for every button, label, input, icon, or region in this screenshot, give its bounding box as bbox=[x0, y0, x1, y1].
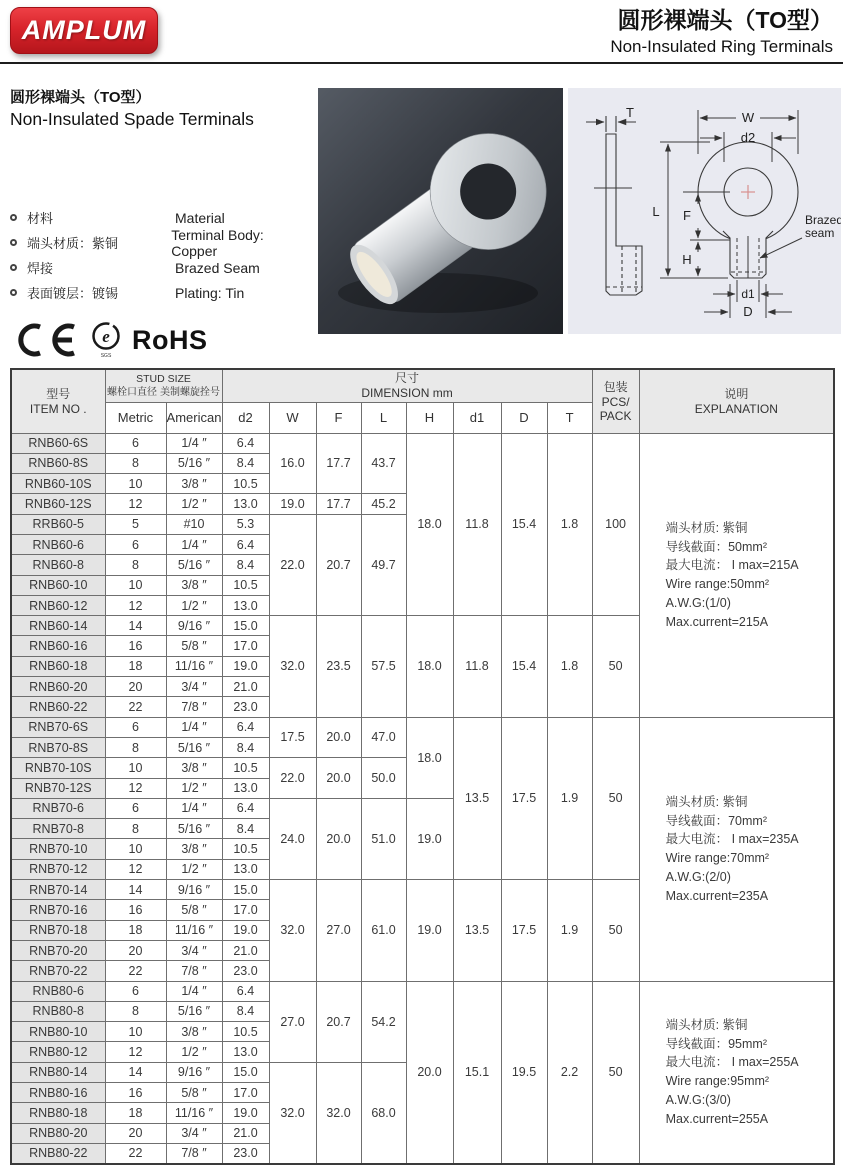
metric-cell: 6 bbox=[105, 798, 166, 818]
w-cell: 19.0 bbox=[269, 494, 316, 514]
metric-cell: 22 bbox=[105, 697, 166, 717]
w-cell: 32.0 bbox=[269, 880, 316, 981]
metric-cell: 16 bbox=[105, 1083, 166, 1103]
american-cell: 7/8 ″ bbox=[166, 1143, 222, 1163]
american-cell: 5/8 ″ bbox=[166, 1083, 222, 1103]
l-cell: 54.2 bbox=[361, 981, 406, 1062]
item-no-cell: RNB70-8 bbox=[11, 819, 105, 839]
metric-cell: 16 bbox=[105, 900, 166, 920]
metric-cell: 12 bbox=[105, 859, 166, 879]
h-cell: 20.0 bbox=[406, 981, 453, 1164]
american-cell: 5/8 ″ bbox=[166, 636, 222, 656]
l-cell: 51.0 bbox=[361, 798, 406, 879]
d2-cell: 8.4 bbox=[222, 1001, 269, 1021]
stud-american-zh: 美制螺旋拴号 bbox=[160, 387, 220, 399]
l-cell: 50.0 bbox=[361, 758, 406, 799]
american-cell: 5/16 ″ bbox=[166, 737, 222, 757]
l-cell: 43.7 bbox=[361, 433, 406, 494]
american-cell: 1/2 ″ bbox=[166, 859, 222, 879]
f-cell: 27.0 bbox=[316, 880, 361, 981]
d2-cell: 6.4 bbox=[222, 433, 269, 453]
page-title bbox=[610, 5, 833, 59]
item-no-cell: RNB60-16 bbox=[11, 636, 105, 656]
specification-table bbox=[10, 368, 835, 1165]
col-header-stud-size bbox=[105, 369, 222, 402]
table-row bbox=[11, 981, 834, 1001]
american-cell: 1/2 ″ bbox=[166, 1042, 222, 1062]
d-cell: 17.5 bbox=[501, 717, 547, 879]
metric-cell: 18 bbox=[105, 1103, 166, 1123]
metric-cell: 12 bbox=[105, 494, 166, 514]
american-cell: 3/4 ″ bbox=[166, 677, 222, 697]
metric-cell: 12 bbox=[105, 595, 166, 615]
col-header-d2: d2 bbox=[222, 402, 269, 433]
american-cell: 3/4 ″ bbox=[166, 1123, 222, 1143]
d2-cell: 8.4 bbox=[222, 819, 269, 839]
explanation-zh: 说明 bbox=[724, 386, 749, 401]
explanation-cell: 端头材质: 紫铜 导线截面：50mm² 最大电流： I max=215A Wire range:50mm² A.W.G:(1/0) Max.current=215A bbox=[639, 433, 834, 717]
american-cell: 5/16 ″ bbox=[166, 555, 222, 575]
item-no-cell: RNB70-22 bbox=[11, 961, 105, 981]
american-cell: 11/16 ″ bbox=[166, 920, 222, 940]
col-header-d: D bbox=[501, 402, 547, 433]
t-cell: 2.2 bbox=[547, 981, 592, 1164]
d2-cell: 19.0 bbox=[222, 656, 269, 676]
american-cell: 5/16 ″ bbox=[166, 819, 222, 839]
american-cell: 1/4 ″ bbox=[166, 717, 222, 737]
american-cell: 1/4 ″ bbox=[166, 433, 222, 453]
american-cell: 3/4 ″ bbox=[166, 940, 222, 960]
dim-label-l: L bbox=[652, 204, 660, 219]
metric-cell: 6 bbox=[105, 981, 166, 1001]
american-cell: 9/16 ″ bbox=[166, 616, 222, 636]
e-mark-icon bbox=[89, 321, 123, 359]
col-header-d1: d1 bbox=[453, 402, 501, 433]
d1-cell: 15.1 bbox=[453, 981, 501, 1164]
american-cell: 3/8 ″ bbox=[166, 839, 222, 859]
w-cell: 27.0 bbox=[269, 981, 316, 1062]
item-no-cell: RNB60-6S bbox=[11, 433, 105, 453]
item-no-cell: RNB70-8S bbox=[11, 737, 105, 757]
metric-cell: 22 bbox=[105, 961, 166, 981]
t-cell: 1.8 bbox=[547, 616, 592, 717]
item-no-cell: RNB60-12 bbox=[11, 595, 105, 615]
explanation-cell: 端头材质: 紫铜 导线截面：70mm² 最大电流： I max=235A Wire range:70mm² A.W.G:(2/0) Max.current=235A bbox=[639, 717, 834, 981]
intro-heading-en: Non-Insulated Spade Terminals bbox=[10, 109, 254, 129]
dim-label-t: T bbox=[626, 105, 634, 120]
page-title-zh: 圆形裸端头（TO型） bbox=[617, 7, 833, 33]
item-no-cell: RNB60-10 bbox=[11, 575, 105, 595]
d2-cell: 10.5 bbox=[222, 839, 269, 859]
d2-cell: 17.0 bbox=[222, 636, 269, 656]
h-cell: 18.0 bbox=[406, 616, 453, 717]
d2-cell: 13.0 bbox=[222, 494, 269, 514]
sgs-label: SGS bbox=[100, 353, 112, 359]
l-cell: 49.7 bbox=[361, 514, 406, 615]
american-cell: 9/16 ″ bbox=[166, 1062, 222, 1082]
d1-cell: 11.8 bbox=[453, 616, 501, 717]
item-no-cell: RNB70-12 bbox=[11, 859, 105, 879]
american-cell: 1/2 ″ bbox=[166, 778, 222, 798]
d2-cell: 6.4 bbox=[222, 534, 269, 554]
metric-cell: 6 bbox=[105, 433, 166, 453]
item-no-cell: RNB80-12 bbox=[11, 1042, 105, 1062]
item-no-cell: RNB70-16 bbox=[11, 900, 105, 920]
brand-logo-text: AMPLUM bbox=[21, 15, 147, 45]
metric-cell: 20 bbox=[105, 940, 166, 960]
bullet-icon bbox=[10, 214, 17, 221]
terminal-table-body bbox=[11, 433, 834, 1164]
metric-cell: 12 bbox=[105, 1042, 166, 1062]
metric-cell: 8 bbox=[105, 555, 166, 575]
d2-cell: 21.0 bbox=[222, 677, 269, 697]
d2-cell: 19.0 bbox=[222, 920, 269, 940]
dim-label-w: W bbox=[741, 110, 755, 125]
american-cell: 1/2 ″ bbox=[166, 494, 222, 514]
item-no-cell: RNB80-20 bbox=[11, 1123, 105, 1143]
d2-cell: 10.5 bbox=[222, 575, 269, 595]
material-label-zh: 端头材质：紫铜 bbox=[27, 236, 119, 251]
header-divider bbox=[0, 62, 843, 64]
svg-text:e: e bbox=[102, 327, 110, 346]
f-cell: 20.0 bbox=[316, 758, 361, 799]
american-cell: 1/2 ″ bbox=[166, 595, 222, 615]
item-no-cell: RNB80-22 bbox=[11, 1143, 105, 1163]
american-cell: #10 bbox=[166, 514, 222, 534]
metric-cell: 20 bbox=[105, 677, 166, 697]
h-cell: 19.0 bbox=[406, 798, 453, 879]
item-no-cell: RNB80-10 bbox=[11, 1022, 105, 1042]
d2-cell: 23.0 bbox=[222, 961, 269, 981]
item-no-zh: 型号 bbox=[46, 386, 71, 401]
d2-cell: 8.4 bbox=[222, 737, 269, 757]
american-cell: 3/8 ″ bbox=[166, 474, 222, 494]
item-no-cell: RNB80-8 bbox=[11, 1001, 105, 1021]
american-cell: 1/4 ″ bbox=[166, 534, 222, 554]
item-no-cell: RNB60-8 bbox=[11, 555, 105, 575]
col-header-t: T bbox=[547, 402, 592, 433]
dimension-zh: 尺寸 bbox=[395, 371, 420, 386]
american-cell: 11/16 ″ bbox=[166, 656, 222, 676]
d2-cell: 21.0 bbox=[222, 1123, 269, 1143]
bullet-icon bbox=[10, 289, 17, 296]
col-header-dimension bbox=[222, 369, 592, 402]
w-cell: 32.0 bbox=[269, 616, 316, 717]
h-cell: 18.0 bbox=[406, 717, 453, 798]
bullet-icon bbox=[10, 264, 17, 271]
w-cell: 17.5 bbox=[269, 717, 316, 758]
pack-cell: 50 bbox=[592, 717, 639, 879]
material-row bbox=[10, 280, 310, 305]
f-cell: 20.7 bbox=[316, 981, 361, 1062]
d2-cell: 10.5 bbox=[222, 474, 269, 494]
t-cell: 1.9 bbox=[547, 717, 592, 879]
metric-cell: 20 bbox=[105, 1123, 166, 1143]
item-no-cell: RNB60-22 bbox=[11, 697, 105, 717]
intro-section bbox=[10, 88, 310, 359]
l-cell: 45.2 bbox=[361, 494, 406, 514]
pack-en1: PCS/ bbox=[601, 394, 630, 409]
metric-cell: 10 bbox=[105, 575, 166, 595]
pack-zh: 包装 bbox=[603, 379, 628, 394]
item-no-cell: RNB70-14 bbox=[11, 880, 105, 900]
certification-marks bbox=[10, 321, 310, 359]
item-no-cell: RNB80-16 bbox=[11, 1083, 105, 1103]
d2-cell: 15.0 bbox=[222, 1062, 269, 1082]
l-cell: 57.5 bbox=[361, 616, 406, 717]
metric-cell: 10 bbox=[105, 474, 166, 494]
d2-cell: 6.4 bbox=[222, 717, 269, 737]
d2-cell: 13.0 bbox=[222, 859, 269, 879]
h-cell: 18.0 bbox=[406, 433, 453, 616]
item-no-cell: RNB70-6 bbox=[11, 798, 105, 818]
metric-cell: 8 bbox=[105, 1001, 166, 1021]
american-cell: 3/8 ″ bbox=[166, 758, 222, 778]
d2-cell: 13.0 bbox=[222, 1042, 269, 1062]
intro-heading-zh: 圆形裸端头（TO型） bbox=[10, 89, 151, 106]
item-no-cell: RNB80-18 bbox=[11, 1103, 105, 1123]
american-cell: 5/16 ″ bbox=[166, 453, 222, 473]
metric-cell: 22 bbox=[105, 1143, 166, 1163]
d2-cell: 15.0 bbox=[222, 880, 269, 900]
item-no-cell: RNB60-8S bbox=[11, 453, 105, 473]
american-cell: 7/8 ″ bbox=[166, 961, 222, 981]
pack-cell: 50 bbox=[592, 981, 639, 1164]
col-header-l: L bbox=[361, 402, 406, 433]
col-header-metric: Metric bbox=[105, 402, 166, 433]
l-cell: 61.0 bbox=[361, 880, 406, 981]
dimension-en: DIMENSION mm bbox=[361, 386, 453, 401]
stud-metric-zh: 螺栓口直径 bbox=[107, 387, 157, 399]
pack-cell: 50 bbox=[592, 616, 639, 717]
col-header-w: W bbox=[269, 402, 316, 433]
item-no-cell: RNB60-20 bbox=[11, 677, 105, 697]
d2-cell: 5.3 bbox=[222, 514, 269, 534]
american-cell: 5/8 ″ bbox=[166, 900, 222, 920]
d2-cell: 6.4 bbox=[222, 798, 269, 818]
d2-cell: 6.4 bbox=[222, 981, 269, 1001]
w-cell: 16.0 bbox=[269, 433, 316, 494]
page-title-en: Non-Insulated Ring Terminals bbox=[610, 37, 833, 56]
w-cell: 24.0 bbox=[269, 798, 316, 879]
table-header bbox=[11, 369, 834, 433]
item-no-cell: RNB80-14 bbox=[11, 1062, 105, 1082]
d2-cell: 8.4 bbox=[222, 555, 269, 575]
t-cell: 1.8 bbox=[547, 433, 592, 616]
d1-cell: 13.5 bbox=[453, 880, 501, 981]
brazed-seam-label-1: Brazed bbox=[805, 213, 841, 227]
dim-label-h: H bbox=[682, 252, 692, 267]
d2-cell: 23.0 bbox=[222, 1143, 269, 1163]
table-row bbox=[11, 433, 834, 453]
col-header-pack bbox=[592, 369, 639, 433]
w-cell: 22.0 bbox=[269, 514, 316, 615]
item-no-en: ITEM NO . bbox=[29, 401, 87, 416]
col-header-f: F bbox=[316, 402, 361, 433]
metric-cell: 16 bbox=[105, 636, 166, 656]
pack-cell: 50 bbox=[592, 880, 639, 981]
rohs-label: RoHS bbox=[132, 324, 208, 355]
dim-label-d: D bbox=[743, 304, 753, 319]
d2-cell: 8.4 bbox=[222, 453, 269, 473]
d2-cell: 13.0 bbox=[222, 778, 269, 798]
f-cell: 23.5 bbox=[316, 616, 361, 717]
explanation-cell: 端头材质: 紫铜 导线截面：95mm² 最大电流： I max=255A Wire range:95mm² A.W.G:(3/0) Max.current=255A bbox=[639, 981, 834, 1164]
dim-label-d1: d1 bbox=[741, 287, 755, 301]
metric-cell: 5 bbox=[105, 514, 166, 534]
f-cell: 20.0 bbox=[316, 798, 361, 879]
d2-cell: 21.0 bbox=[222, 940, 269, 960]
metric-cell: 8 bbox=[105, 819, 166, 839]
item-no-cell: RNB70-18 bbox=[11, 920, 105, 940]
american-cell: 3/8 ″ bbox=[166, 575, 222, 595]
d2-cell: 17.0 bbox=[222, 900, 269, 920]
f-cell: 20.7 bbox=[316, 514, 361, 615]
d2-cell: 10.5 bbox=[222, 1022, 269, 1042]
h-cell: 19.0 bbox=[406, 880, 453, 981]
col-header-h: H bbox=[406, 402, 453, 433]
metric-cell: 18 bbox=[105, 656, 166, 676]
d1-cell: 13.5 bbox=[453, 717, 501, 879]
item-no-cell: RNB60-6 bbox=[11, 534, 105, 554]
d-cell: 19.5 bbox=[501, 981, 547, 1164]
f-cell: 17.7 bbox=[316, 433, 361, 494]
material-label-zh: 焊接 bbox=[27, 261, 54, 276]
metric-cell: 18 bbox=[105, 920, 166, 940]
metric-cell: 10 bbox=[105, 1022, 166, 1042]
material-label-en: Terminal Body: Copper bbox=[171, 226, 264, 259]
metric-cell: 6 bbox=[105, 534, 166, 554]
item-no-cell: RNB70-6S bbox=[11, 717, 105, 737]
d-cell: 15.4 bbox=[501, 616, 547, 717]
d2-cell: 10.5 bbox=[222, 758, 269, 778]
dimension-diagram-svg bbox=[568, 88, 841, 334]
ring-terminal-photo bbox=[318, 88, 563, 334]
item-no-cell: RNB60-12S bbox=[11, 494, 105, 514]
american-cell: 1/4 ″ bbox=[166, 981, 222, 1001]
item-no-cell: RNB60-14 bbox=[11, 616, 105, 636]
american-cell: 3/8 ″ bbox=[166, 1022, 222, 1042]
d-cell: 17.5 bbox=[501, 880, 547, 981]
col-header-explanation bbox=[639, 369, 834, 433]
metric-cell: 6 bbox=[105, 717, 166, 737]
table-row bbox=[11, 717, 834, 737]
metric-cell: 10 bbox=[105, 758, 166, 778]
item-no-cell: RNB70-10 bbox=[11, 839, 105, 859]
materials-list bbox=[10, 205, 310, 305]
american-cell: 11/16 ″ bbox=[166, 1103, 222, 1123]
t-cell: 1.9 bbox=[547, 880, 592, 981]
brazed-seam-label-2: seam bbox=[805, 226, 835, 240]
l-cell: 68.0 bbox=[361, 1062, 406, 1163]
item-no-cell: RNB70-10S bbox=[11, 758, 105, 778]
material-label-zh: 材料 bbox=[27, 211, 54, 226]
product-photo bbox=[318, 88, 563, 334]
stud-size-title: STUD SIZE bbox=[136, 373, 191, 386]
d-cell: 15.4 bbox=[501, 433, 547, 616]
col-header-item-no bbox=[11, 369, 105, 433]
item-no-cell: RNB80-6 bbox=[11, 981, 105, 1001]
american-cell: 7/8 ″ bbox=[166, 697, 222, 717]
f-cell: 17.7 bbox=[316, 494, 361, 514]
material-row bbox=[10, 255, 310, 280]
item-no-cell: RNB70-12S bbox=[11, 778, 105, 798]
d2-cell: 15.0 bbox=[222, 616, 269, 636]
d2-cell: 17.0 bbox=[222, 1083, 269, 1103]
material-row bbox=[10, 226, 310, 259]
bullet-icon bbox=[10, 239, 17, 246]
american-cell: 5/16 ″ bbox=[166, 1001, 222, 1021]
metric-cell: 14 bbox=[105, 616, 166, 636]
pack-en2: PACK bbox=[599, 408, 632, 423]
metric-cell: 8 bbox=[105, 737, 166, 757]
item-no-cell: RNB70-20 bbox=[11, 940, 105, 960]
d2-cell: 13.0 bbox=[222, 595, 269, 615]
d1-cell: 11.8 bbox=[453, 433, 501, 616]
ce-mark-icon bbox=[10, 322, 80, 358]
brand-logo bbox=[10, 7, 158, 54]
item-no-cell: RRB60-5 bbox=[11, 514, 105, 534]
col-header-american: American bbox=[166, 402, 222, 433]
metric-cell: 14 bbox=[105, 1062, 166, 1082]
d2-cell: 19.0 bbox=[222, 1103, 269, 1123]
f-cell: 32.0 bbox=[316, 1062, 361, 1163]
american-cell: 1/4 ″ bbox=[166, 798, 222, 818]
metric-cell: 10 bbox=[105, 839, 166, 859]
f-cell: 20.0 bbox=[316, 717, 361, 758]
material-label-en: Plating: Tin bbox=[175, 284, 245, 301]
material-label-en: Material bbox=[175, 209, 225, 226]
l-cell: 47.0 bbox=[361, 717, 406, 758]
american-cell: 9/16 ″ bbox=[166, 880, 222, 900]
metric-cell: 14 bbox=[105, 880, 166, 900]
w-cell: 32.0 bbox=[269, 1062, 316, 1163]
pack-cell: 100 bbox=[592, 433, 639, 616]
metric-cell: 8 bbox=[105, 453, 166, 473]
material-label-zh: 表面镀层：镀锡 bbox=[27, 286, 119, 301]
item-no-cell: RNB60-10S bbox=[11, 474, 105, 494]
material-label-en: Brazed Seam bbox=[175, 259, 260, 276]
dim-label-d2: d2 bbox=[740, 130, 756, 145]
d2-cell: 23.0 bbox=[222, 697, 269, 717]
explanation-en: EXPLANATION bbox=[694, 401, 778, 416]
dim-label-f: F bbox=[683, 208, 691, 223]
dimension-diagram bbox=[568, 88, 841, 334]
item-no-cell: RNB60-18 bbox=[11, 656, 105, 676]
w-cell: 22.0 bbox=[269, 758, 316, 799]
metric-cell: 12 bbox=[105, 778, 166, 798]
